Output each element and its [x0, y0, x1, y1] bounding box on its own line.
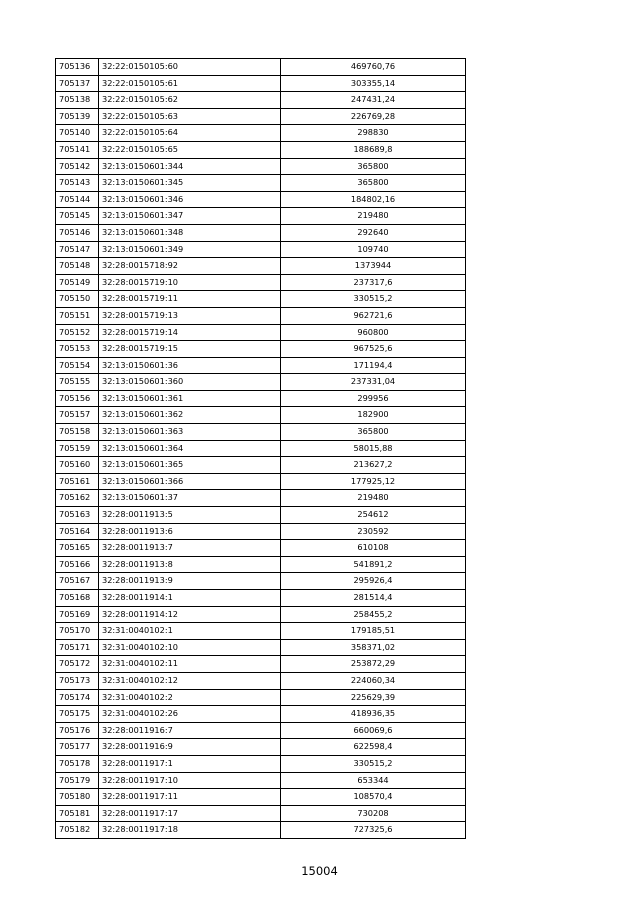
row-id-cell: 705154 — [56, 357, 99, 374]
cadastral-number-cell: 32:28:0011913:5 — [99, 507, 281, 524]
cadastral-number-cell: 32:28:0011917:11 — [99, 789, 281, 806]
table-row — [56, 125, 466, 142]
row-id-cell: 705164 — [56, 523, 99, 540]
cadastral-number-cell: 32:13:0150601:346 — [99, 191, 281, 208]
value-cell: 237331,04 — [281, 374, 466, 391]
cadastral-number-cell: 32:28:0011913:6 — [99, 523, 281, 540]
row-id-cell: 705159 — [56, 440, 99, 457]
value-cell: 182900 — [281, 407, 466, 424]
table-row — [56, 341, 466, 358]
table-row — [56, 274, 466, 291]
value-cell: 967525,6 — [281, 341, 466, 358]
value-cell: 188689,8 — [281, 141, 466, 158]
row-id-cell: 705176 — [56, 722, 99, 739]
row-id-cell: 705175 — [56, 706, 99, 723]
row-id-cell: 705145 — [56, 208, 99, 225]
value-cell: 1373944 — [281, 258, 466, 275]
table-row — [56, 191, 466, 208]
table-row — [56, 241, 466, 258]
cadastral-number-cell: 32:13:0150601:345 — [99, 175, 281, 192]
row-id-cell: 705177 — [56, 739, 99, 756]
table-row — [56, 141, 466, 158]
cadastral-number-cell: 32:13:0150601:37 — [99, 490, 281, 507]
table-row — [56, 324, 466, 341]
value-cell: 330515,2 — [281, 291, 466, 308]
value-cell: 303355,14 — [281, 75, 466, 92]
value-cell: 179185,51 — [281, 623, 466, 640]
value-cell: 299956 — [281, 390, 466, 407]
row-id-cell: 705162 — [56, 490, 99, 507]
value-cell: 418936,35 — [281, 706, 466, 723]
row-id-cell: 705153 — [56, 341, 99, 358]
cadastral-number-cell: 32:28:0011917:17 — [99, 805, 281, 822]
value-cell: 237317,6 — [281, 274, 466, 291]
value-cell: 541891,2 — [281, 556, 466, 573]
value-cell: 960800 — [281, 324, 466, 341]
row-id-cell: 705148 — [56, 258, 99, 275]
value-cell: 58015,88 — [281, 440, 466, 457]
cadastral-number-cell: 32:13:0150601:347 — [99, 208, 281, 225]
row-id-cell: 705163 — [56, 507, 99, 524]
row-id-cell: 705150 — [56, 291, 99, 308]
row-id-cell: 705174 — [56, 689, 99, 706]
table-row — [56, 457, 466, 474]
cadastral-number-cell: 32:13:0150601:362 — [99, 407, 281, 424]
cadastral-number-cell: 32:31:0040102:1 — [99, 623, 281, 640]
table-row — [56, 175, 466, 192]
cadastral-number-cell: 32:13:0150601:349 — [99, 241, 281, 258]
row-id-cell: 705156 — [56, 390, 99, 407]
value-cell: 219480 — [281, 208, 466, 225]
value-cell: 365800 — [281, 175, 466, 192]
table-row — [56, 357, 466, 374]
cadastral-number-cell: 32:13:0150601:366 — [99, 473, 281, 490]
table-row — [56, 590, 466, 607]
value-cell: 365800 — [281, 158, 466, 175]
table-row — [56, 424, 466, 441]
table-row — [56, 75, 466, 92]
value-cell: 295926,4 — [281, 573, 466, 590]
row-id-cell: 705152 — [56, 324, 99, 341]
value-cell: 298830 — [281, 125, 466, 142]
table-row — [56, 573, 466, 590]
cadastral-number-cell: 32:28:0011916:7 — [99, 722, 281, 739]
row-id-cell: 705140 — [56, 125, 99, 142]
cadastral-number-cell: 32:28:0011916:9 — [99, 739, 281, 756]
row-id-cell: 705171 — [56, 639, 99, 656]
row-id-cell: 705138 — [56, 92, 99, 109]
cadastral-number-cell: 32:31:0040102:10 — [99, 639, 281, 656]
cadastral-number-cell: 32:28:0015719:13 — [99, 307, 281, 324]
data-table — [55, 58, 466, 839]
value-cell: 224060,34 — [281, 672, 466, 689]
value-cell: 230592 — [281, 523, 466, 540]
table-row — [56, 672, 466, 689]
row-id-cell: 705182 — [56, 822, 99, 839]
cadastral-number-cell: 32:13:0150601:36 — [99, 357, 281, 374]
cadastral-number-cell: 32:31:0040102:2 — [99, 689, 281, 706]
value-cell: 225629,39 — [281, 689, 466, 706]
cadastral-number-cell: 32:22:0150105:62 — [99, 92, 281, 109]
value-cell: 177925,12 — [281, 473, 466, 490]
cadastral-number-cell: 32:22:0150105:65 — [99, 141, 281, 158]
value-cell: 358371,02 — [281, 639, 466, 656]
cadastral-number-cell: 32:28:0011913:9 — [99, 573, 281, 590]
table-row — [56, 307, 466, 324]
value-cell: 109740 — [281, 241, 466, 258]
row-id-cell: 705179 — [56, 772, 99, 789]
cadastral-number-cell: 32:31:0040102:12 — [99, 672, 281, 689]
value-cell: 108570,4 — [281, 789, 466, 806]
table-row — [56, 722, 466, 739]
table-row — [56, 440, 466, 457]
cadastral-number-cell: 32:28:0015719:14 — [99, 324, 281, 341]
row-id-cell: 705139 — [56, 108, 99, 125]
table-row — [56, 224, 466, 241]
cadastral-number-cell: 32:22:0150105:60 — [99, 59, 281, 76]
cadastral-number-cell: 32:28:0015719:11 — [99, 291, 281, 308]
table-row — [56, 606, 466, 623]
cadastral-number-cell: 32:13:0150601:344 — [99, 158, 281, 175]
table-row — [56, 291, 466, 308]
table-row — [56, 706, 466, 723]
row-id-cell: 705147 — [56, 241, 99, 258]
page-number: 15004 — [301, 864, 338, 878]
cadastral-number-cell: 32:22:0150105:64 — [99, 125, 281, 142]
value-cell: 962721,6 — [281, 307, 466, 324]
row-id-cell: 705143 — [56, 175, 99, 192]
table-row — [56, 258, 466, 275]
table-row — [56, 639, 466, 656]
row-id-cell: 705170 — [56, 623, 99, 640]
row-id-cell: 705137 — [56, 75, 99, 92]
cadastral-number-cell: 32:31:0040102:11 — [99, 656, 281, 673]
cadastral-number-cell: 32:28:0011917:18 — [99, 822, 281, 839]
row-id-cell: 705158 — [56, 424, 99, 441]
table-row — [56, 755, 466, 772]
cadastral-number-cell: 32:22:0150105:63 — [99, 108, 281, 125]
cadastral-number-cell: 32:13:0150601:363 — [99, 424, 281, 441]
table-row — [56, 623, 466, 640]
table-row — [56, 390, 466, 407]
row-id-cell: 705136 — [56, 59, 99, 76]
row-id-cell: 705157 — [56, 407, 99, 424]
row-id-cell: 705167 — [56, 573, 99, 590]
row-id-cell: 705173 — [56, 672, 99, 689]
cadastral-number-cell: 32:13:0150601:361 — [99, 390, 281, 407]
value-cell: 469760,76 — [281, 59, 466, 76]
row-id-cell: 705168 — [56, 590, 99, 607]
table-row — [56, 523, 466, 540]
row-id-cell: 705180 — [56, 789, 99, 806]
cadastral-number-cell: 32:13:0150601:365 — [99, 457, 281, 474]
value-cell: 253872,29 — [281, 656, 466, 673]
value-cell: 219480 — [281, 490, 466, 507]
table-row — [56, 772, 466, 789]
row-id-cell: 705144 — [56, 191, 99, 208]
cadastral-number-cell: 32:22:0150105:61 — [99, 75, 281, 92]
row-id-cell: 705142 — [56, 158, 99, 175]
value-cell: 258455,2 — [281, 606, 466, 623]
cadastral-number-cell: 32:13:0150601:348 — [99, 224, 281, 241]
value-cell: 171194,4 — [281, 357, 466, 374]
table-row — [56, 59, 466, 76]
table-row — [56, 556, 466, 573]
row-id-cell: 705169 — [56, 606, 99, 623]
value-cell: 610108 — [281, 540, 466, 557]
table-row — [56, 490, 466, 507]
cadastral-number-cell: 32:28:0011917:1 — [99, 755, 281, 772]
row-id-cell: 705149 — [56, 274, 99, 291]
value-cell: 281514,4 — [281, 590, 466, 607]
table-row — [56, 507, 466, 524]
row-id-cell: 705172 — [56, 656, 99, 673]
table-row — [56, 540, 466, 557]
table-row — [56, 473, 466, 490]
value-cell: 365800 — [281, 424, 466, 441]
row-id-cell: 705151 — [56, 307, 99, 324]
table-row — [56, 92, 466, 109]
table-row — [56, 739, 466, 756]
table-row — [56, 208, 466, 225]
table-row — [56, 407, 466, 424]
cadastral-number-cell: 32:28:0011913:7 — [99, 540, 281, 557]
cadastral-number-cell: 32:28:0011917:10 — [99, 772, 281, 789]
cadastral-number-cell: 32:28:0011914:1 — [99, 590, 281, 607]
value-cell: 330515,2 — [281, 755, 466, 772]
table-row — [56, 689, 466, 706]
row-id-cell: 705155 — [56, 374, 99, 391]
value-cell: 226769,28 — [281, 108, 466, 125]
table-row — [56, 656, 466, 673]
cadastral-number-cell: 32:28:0015718:92 — [99, 258, 281, 275]
value-cell: 254612 — [281, 507, 466, 524]
table-row — [56, 789, 466, 806]
row-id-cell: 705165 — [56, 540, 99, 557]
value-cell: 660069,6 — [281, 722, 466, 739]
cadastral-number-cell: 32:28:0015719:15 — [99, 341, 281, 358]
row-id-cell: 705146 — [56, 224, 99, 241]
table-row — [56, 805, 466, 822]
value-cell: 730208 — [281, 805, 466, 822]
row-id-cell: 705160 — [56, 457, 99, 474]
table-body — [56, 59, 466, 839]
value-cell: 727325,6 — [281, 822, 466, 839]
cadastral-number-cell: 32:28:0015719:10 — [99, 274, 281, 291]
value-cell: 247431,24 — [281, 92, 466, 109]
row-id-cell: 705161 — [56, 473, 99, 490]
row-id-cell: 705166 — [56, 556, 99, 573]
value-cell: 184802,16 — [281, 191, 466, 208]
value-cell: 622598,4 — [281, 739, 466, 756]
row-id-cell: 705141 — [56, 141, 99, 158]
table-row — [56, 374, 466, 391]
cadastral-number-cell: 32:28:0011914:12 — [99, 606, 281, 623]
cadastral-number-cell: 32:28:0011913:8 — [99, 556, 281, 573]
table-row — [56, 158, 466, 175]
table-row — [56, 108, 466, 125]
row-id-cell: 705178 — [56, 755, 99, 772]
cadastral-number-cell: 32:13:0150601:364 — [99, 440, 281, 457]
value-cell: 653344 — [281, 772, 466, 789]
row-id-cell: 705181 — [56, 805, 99, 822]
cadastral-number-cell: 32:31:0040102:26 — [99, 706, 281, 723]
value-cell: 292640 — [281, 224, 466, 241]
table-row — [56, 822, 466, 839]
value-cell: 213627,2 — [281, 457, 466, 474]
cadastral-number-cell: 32:13:0150601:360 — [99, 374, 281, 391]
